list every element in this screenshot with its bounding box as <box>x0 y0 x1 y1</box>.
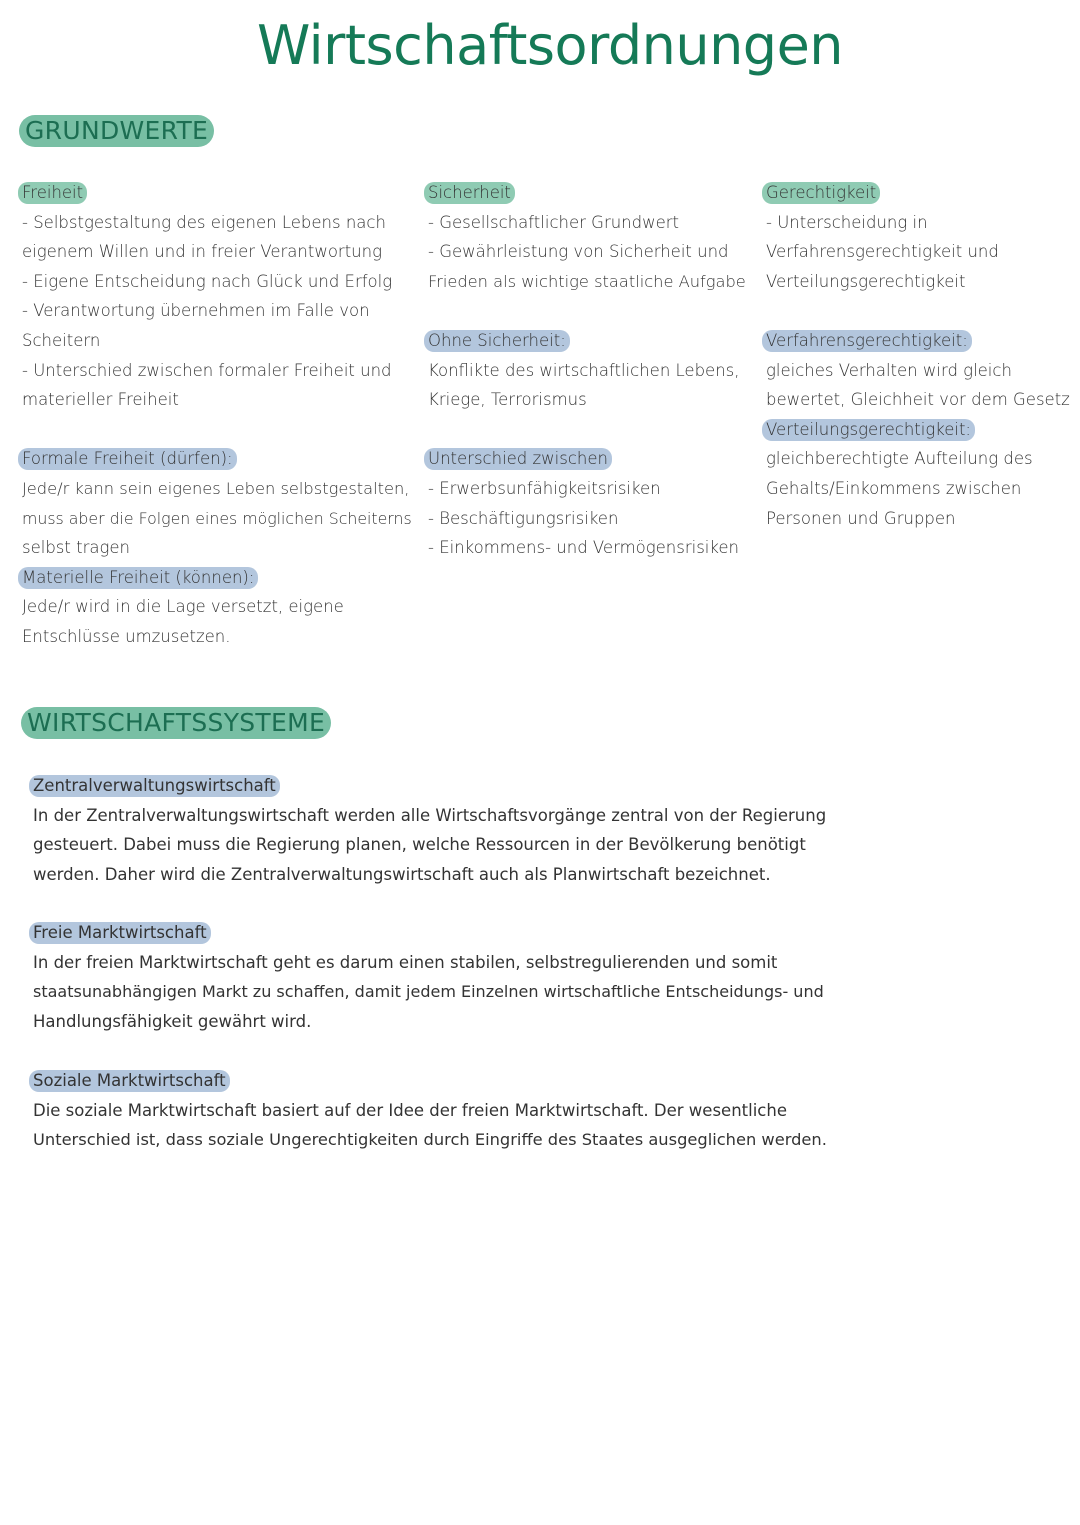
text-line: Die soziale Marktwirtschaft basiert auf der Idee der freien Marktwirtschaft. Der wesentliche <box>33 1100 787 1120</box>
block-freie-marktwirtschaft <box>33 918 833 1036</box>
text-line: gesteuert. Dabei muss die Regierung planen, welche Ressourcen in der Bevölkerung benötigt <box>33 835 806 855</box>
label-zentralverwaltungswirtschaft: Zentralverwaltungswirtschaft <box>29 775 280 797</box>
text-line: - Unterscheidung in <box>766 212 928 232</box>
column-sicherheit <box>428 178 748 563</box>
text-line: Frieden als wichtige staatliche Aufgabe <box>428 271 746 291</box>
section-heading-wirtschaftssysteme: WIRTSCHAFTSSYSTEME <box>21 707 331 739</box>
text-line: Konflikte des wirtschaftlichen Lebens, <box>428 360 740 380</box>
text-line: gleichberechtigte Aufteilung des <box>766 449 1033 469</box>
label-materielle-freiheit: Materielle Freiheit (können): <box>18 567 258 589</box>
label-sicherheit: Sicherheit <box>424 182 515 204</box>
label-formale-freiheit: Formale Freiheit (dürfen): <box>18 448 237 470</box>
text-line: Scheitern <box>22 330 101 350</box>
text-line: Unterschied ist, dass soziale Ungerechtigkeiten durch Eingriffe des Staates ausgeglichen werden. <box>33 1130 827 1150</box>
label-freie-marktwirtschaft: Freie Marktwirtschaft <box>29 922 211 944</box>
text-line: selbst tragen <box>22 538 130 558</box>
text-line: bewertet, Gleichheit vor dem Gesetz <box>766 390 1070 410</box>
label-verteilungsgerechtigkeit: Verteilungsgerechtigkeit: <box>762 419 975 441</box>
text-line: In der freien Marktwirtschaft geht es darum einen stabilen, selbstregulierenden und somit <box>33 952 778 972</box>
text-line: Verteilungsgerechtigkeit <box>766 271 966 291</box>
text-line: Jede/r wird in die Lage versetzt, eigene <box>22 597 344 617</box>
section-heading-grundwerte: GRUNDWERTE <box>19 115 214 147</box>
label-ohne-sicherheit: Ohne Sicherheit: <box>424 330 570 352</box>
text-line: - Verantwortung übernehmen im Falle von <box>22 301 370 321</box>
text-line: werden. Daher wird die Zentralverwaltungswirtschaft auch als Planwirtschaft bezeichnet. <box>33 864 771 884</box>
block-soziale-marktwirtschaft <box>33 1066 833 1155</box>
label-unterschied-zwischen: Unterschied zwischen <box>424 448 612 470</box>
label-soziale-marktwirtschaft: Soziale Marktwirtschaft <box>29 1070 230 1092</box>
text-line: Handlungsfähigkeit gewährt wird. <box>33 1011 312 1031</box>
column-gerechtigkeit <box>766 178 1071 533</box>
text-line: staatsunabhängigen Markt zu schaffen, damit jedem Einzelnen wirtschaftliche Entscheidungs- und <box>33 982 824 1002</box>
text-line: - Einkommens- und Vermögensrisiken <box>428 538 739 558</box>
text-line: Gehalts/Einkommens zwischen <box>766 478 1022 498</box>
text-line: materieller Freiheit <box>22 390 179 410</box>
text-line: Verfahrensgerechtigkeit und <box>766 242 999 262</box>
text-line: Kriege, Terrorismus <box>428 390 587 410</box>
text-line: Personen und Gruppen <box>766 508 956 528</box>
text-line: Entschlüsse umzusetzen. <box>22 626 231 646</box>
text-line: In der Zentralverwaltungswirtschaft werden alle Wirtschaftsvorgänge zentral von der Regierung <box>33 805 827 825</box>
text-line: - Selbstgestaltung des eigenen Lebens nach <box>22 212 386 232</box>
text-line: gleiches Verhalten wird gleich <box>766 360 1012 380</box>
text-line: - Eigene Entscheidung nach Glück und Erfolg <box>22 271 393 291</box>
text-line: - Erwerbsunfähigkeitsrisiken <box>428 478 661 498</box>
text-line: Jede/r kann sein eigenes Leben selbstgestalten, <box>22 478 410 498</box>
text-line: muss aber die Folgen eines möglichen Scheiterns <box>22 508 412 528</box>
block-zentralverwaltungswirtschaft <box>33 771 833 889</box>
label-gerechtigkeit: Gerechtigkeit <box>762 182 880 204</box>
text-line: - Gewährleistung von Sicherheit und <box>428 242 729 262</box>
label-verfahrensgerechtigkeit: Verfahrensgerechtigkeit: <box>762 330 972 352</box>
text-line: eigenem Willen und in freier Verantwortung <box>22 242 382 262</box>
text-line: - Beschäftigungsrisiken <box>428 508 619 528</box>
text-line: - Unterschied zwischen formaler Freiheit und <box>22 360 392 380</box>
label-freiheit: Freiheit <box>18 182 87 204</box>
column-freiheit <box>22 178 412 652</box>
text-line: - Gesellschaftlicher Grundwert <box>428 212 680 232</box>
page-title: Wirtschaftsordnungen <box>256 14 844 77</box>
